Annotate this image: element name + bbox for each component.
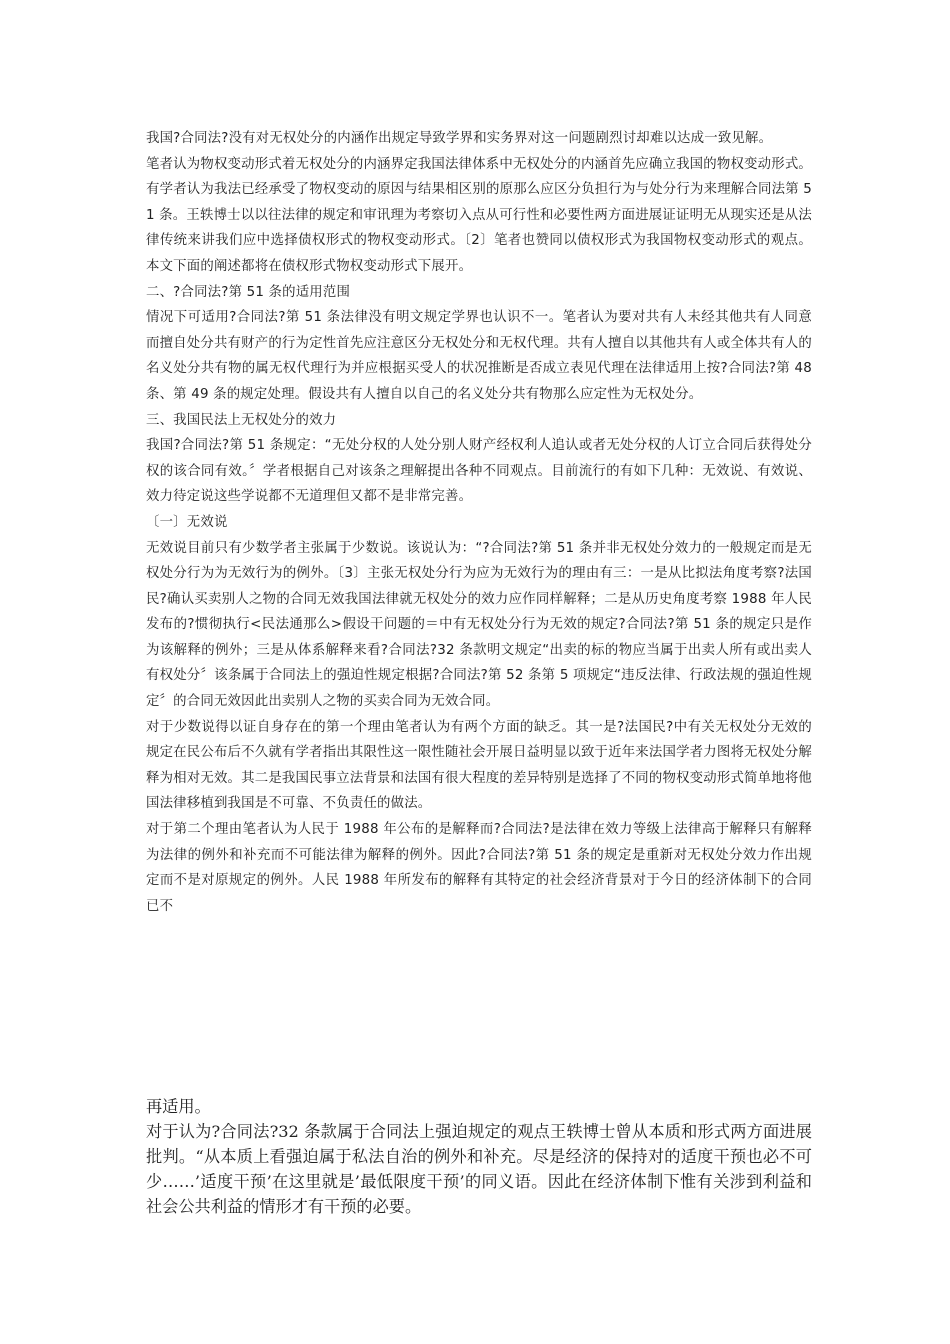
paragraph: 笔者认为物权变动形式着无权处分的内涵界定我国法律体系中无权处分的内涵首先应确立我国的物权变动形式。有学者认为我法已经承受了物权变动的原因与结果相区别的原那么应区分负担行为与处分行为来理解合同法第 51 条。王轶博士以以往法律的规定和审讯理为考察切入点从可行性和必要性两方面进展证证明无从现实还是从法律传统来讲我们应中选择债权形式的物权变动形式。〔2〕笔者也赞同以债权形式为我国物权变动形式的观点。 本文下面的阐述都将在债权形式物权变动形式下展开。: [146, 156, 812, 274]
body-text-upper: [146, 126, 812, 919]
paragraph: 再适用。: [146, 1097, 211, 1116]
paragraph: 情况下可适用?合同法?第 51 条法律没有明文规定学界也认识不一。笔者认为要对共有人未经其他共有人同意而擅自处分共有财产的行为定性首先应注意区分无权处分和无权代理。共有人擅自以其他共有人或全体共有人的名义处分共有物的属无权代理行为并应根据买受人的状况推断是否成立表见代理在法律适用上按?合同法?第 48 条、第 49 条的规定处理。假设共有人擅自以自己的名义处分共有物那么应定性为无权处分。: [146, 310, 812, 402]
paragraph: 对于少数说得以证自身存在的第一个理由笔者认为有两个方面的缺乏。其一是?法国民?中有关无权处分无效的规定在民公布后不久就有学者指出其限性这一限性随社会开展日益明显以致于近年来法国学者力图将无权处分解释为相对无效。其二是我国民事立法背景和法国有很大程度的差异特别是选择了不同的物权变动形式简单地将他国法律移植到我国是不可靠、不负责任的做法。: [146, 719, 812, 812]
subsection-heading: 〔一〕无效说: [146, 514, 228, 530]
body-text-lower: [146, 1094, 812, 1219]
section-heading: 三、我国民法上无权处分的效力: [146, 412, 337, 428]
paragraph: 对于第二个理由笔者认为人民于 1988 年公布的是解释而?合同法?是法律在效力等级上法律高于解释只有解释为法律的例外和补充而不可能法律为解释的例外。因此?合同法?第 51 条的规定是重新对无权处分效力作出规定而不是对原规定的例外。人民 1988 年所发布的解释有其特定的社会经济背景对于今日的经济体制下的合同已不: [146, 822, 812, 914]
section-heading: 二、?合同法?第 51 条的适用范围: [146, 284, 351, 300]
paragraph: 无效说目前只有少数学者主张属于少数说。该说认为：“?合同法?第 51 条并非无权处分效力的一般规定而是无权处分行为为无效行为的例外。〔3〕主张无权处分行为应为无效行为的理由有三：一是从比拟法角度考察?法国民?确认买卖别人之物的合同无效我国法律就无权处分的效力应作同样解释；二是从历史角度考察 1988 年人民发布的?惯彻执行<民法通那么>假设干问题的＝中有无权处分行为无效的规定?合同法?第 51 条的规定只是作为该解释的例外；三是从体系解释来看?合同法?32 条款明文规定“出卖的标的物应当属于出卖人所有或出卖人有权处分〞该条属于合同法上的强迫性规定根据?合同法?第 52 条第 5 项规定“违反法律、行政法规的强迫性规定〞的合同无效因此出卖别人之物的买卖合同为无效合同。: [146, 540, 812, 710]
paragraph: 对于认为?合同法?32 条款属于合同法上强迫规定的观点王轶博士曾从本质和形式两方面进展批判。“从本质上看强迫属于私法自治的例外和补充。尽是经济的保持对的适度干预也必不可少……’适度干预’在这里就是’最低限度干预’的同义语。因此在经济体制下惟有关涉到利益和社会公共利益的情形才有干预的必要。: [146, 1122, 812, 1216]
paragraph: 我国?合同法?第 51 条规定：“无处分权的人处分别人财产经权利人追认或者无处分权的人订立合同后获得处分权的该合同有效。〞学者根据自己对该条之理解提出各种不同观点。目前流行的有如下几种：无效说、有效说、效力待定说这些学说都不无道理但又都不是非常完善。: [146, 438, 812, 505]
paragraph: 我国?合同法?没有对无权处分的内涵作出规定导致学界和实务界对这一问题剧烈讨却难以达成一致见解。: [146, 131, 773, 146]
